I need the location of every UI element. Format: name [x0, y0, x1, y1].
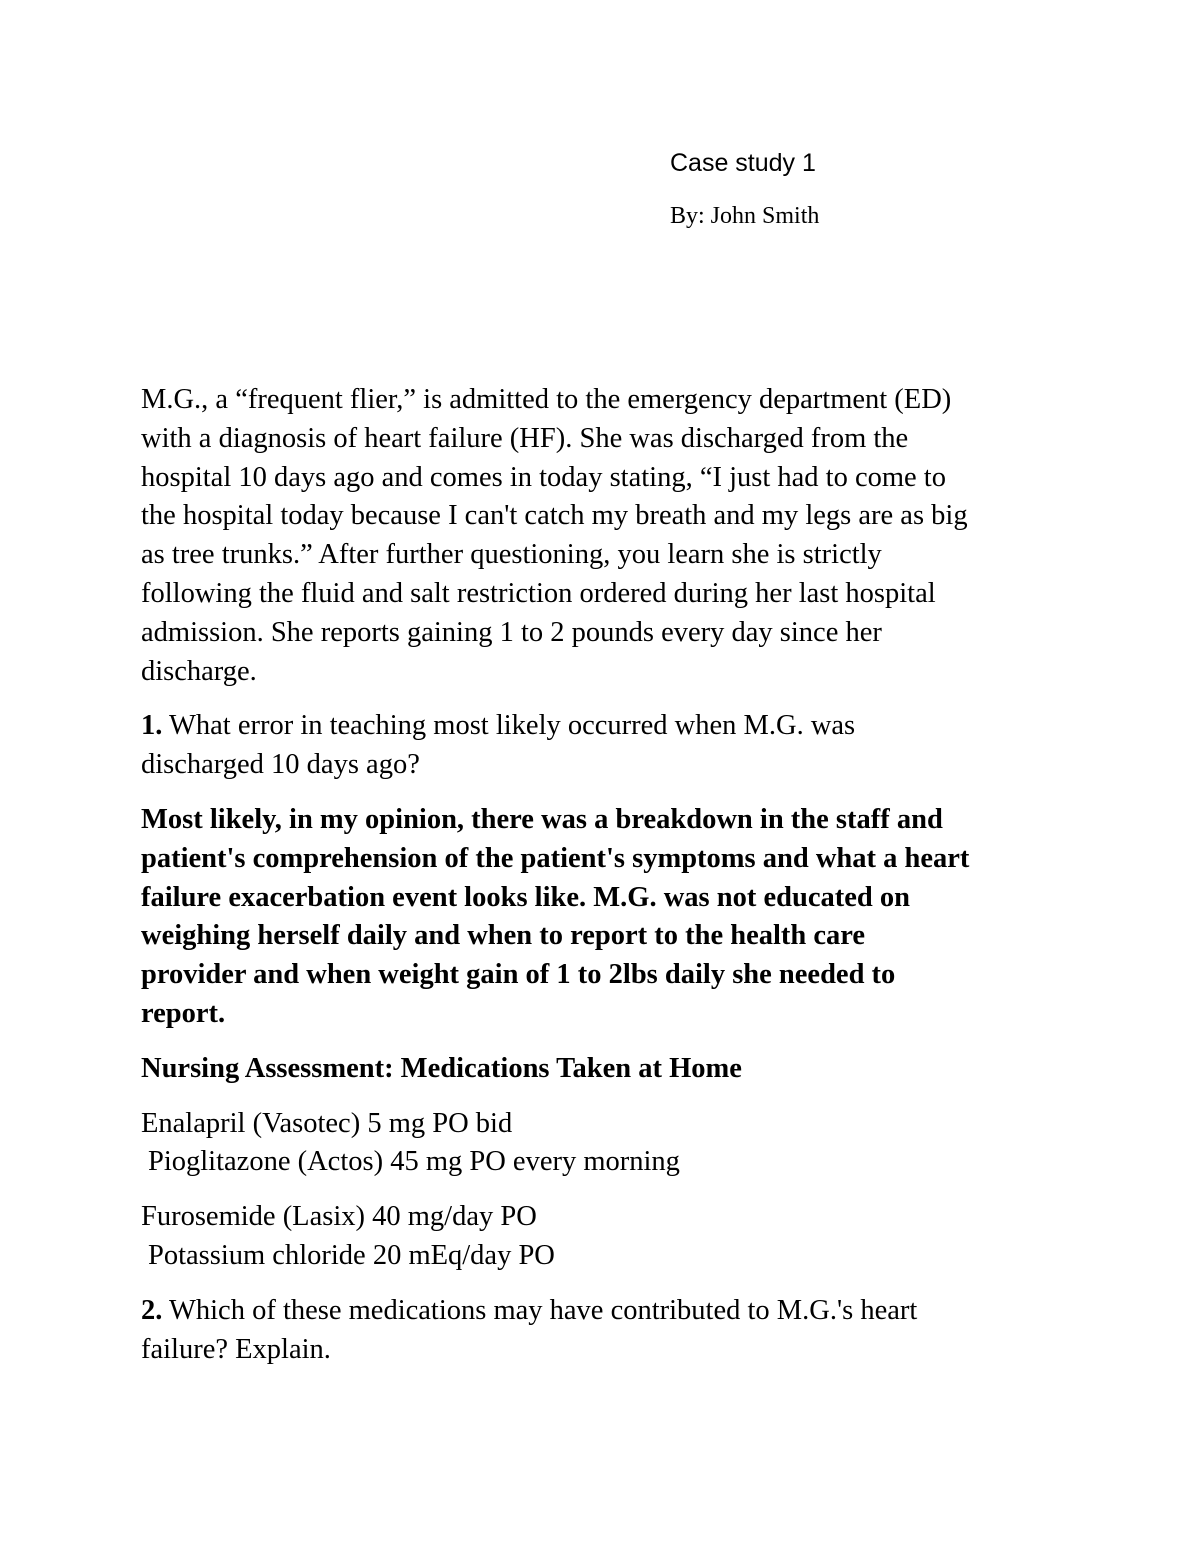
- intro-line: the hospital today because I can't catch my breath and my legs are as big: [141, 500, 968, 532]
- question-2-number: 2.: [141, 1294, 163, 1326]
- answer-1-line: failure exacerbation event looks like. M.G. was not educated on: [141, 881, 910, 913]
- answer-1-line: Most likely, in my opinion, there was a breakdown in the staff and: [141, 803, 943, 835]
- answer-1: [141, 801, 1071, 1034]
- medication-item: Enalapril (Vasotec) 5 mg PO bid: [141, 1107, 513, 1139]
- intro-line: admission. She reports gaining 1 to 2 pounds every day since her: [141, 616, 882, 648]
- intro-line: with a diagnosis of heart failure (HF). She was discharged from the: [141, 422, 909, 454]
- intro-line: hospital 10 days ago and comes in today stating, “I just had to come to: [141, 461, 946, 493]
- answer-1-line: provider and when weight gain of 1 to 2lbs daily she needed to: [141, 959, 896, 991]
- document-body: [141, 381, 1071, 1385]
- answer-1-line: patient's comprehension of the patient's symptoms and what a heart: [141, 842, 970, 874]
- question-2-text: Which of these medications may have contributed to M.G.'s heart: [162, 1294, 918, 1326]
- intro-line: discharge.: [141, 655, 257, 687]
- document-author: By: John Smith: [670, 203, 820, 229]
- document-title: Case study 1: [670, 149, 816, 177]
- question-1-text: What error in teaching most likely occurred when M.G. was: [162, 710, 856, 742]
- question-1-line: discharged 10 days ago?: [141, 749, 420, 781]
- question-2: [141, 1292, 1071, 1370]
- answer-1-line: report.: [141, 997, 226, 1029]
- intro-line: following the fluid and salt restriction ordered during her last hospital: [141, 577, 936, 609]
- intro-paragraph: [141, 381, 1071, 691]
- intro-line: M.G., a “frequent flier,” is admitted to the emergency department (ED): [141, 384, 952, 415]
- medication-item: Potassium chloride 20 mEq/day PO: [148, 1239, 555, 1271]
- question-1: [141, 707, 1071, 785]
- medication-group-1: [141, 1105, 1071, 1183]
- medication-item: Furosemide (Lasix) 40 mg/day PO: [141, 1201, 537, 1233]
- medication-group-2: [141, 1198, 1071, 1276]
- question-1-number: 1.: [141, 710, 163, 742]
- assessment-heading: Nursing Assessment: Medications Taken at Home: [141, 1052, 742, 1084]
- question-2-line: failure? Explain.: [141, 1333, 331, 1365]
- answer-1-line: weighing herself daily and when to report to the health care: [141, 920, 866, 952]
- question-1-line: [141, 707, 1071, 746]
- medication-item: Pioglitazone (Actos) 45 mg PO every morning: [148, 1146, 680, 1178]
- question-2-line: [141, 1292, 1071, 1331]
- intro-line: as tree trunks.” After further questioning, you learn she is strictly: [141, 539, 882, 571]
